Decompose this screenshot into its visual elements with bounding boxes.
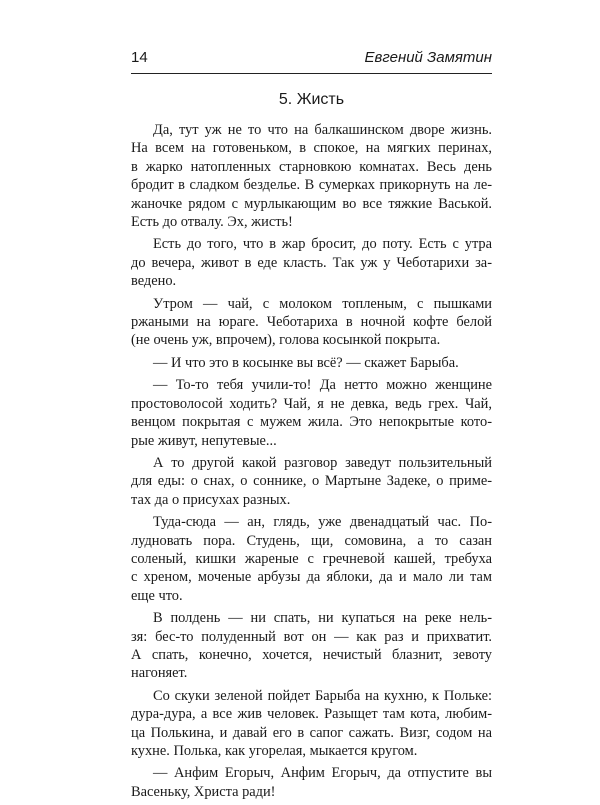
header-rule xyxy=(131,73,492,74)
text-line: Есть до того, что в жар бросит, до поту. Есть с утра xyxy=(153,236,492,253)
chapter-title: 5. Жисть xyxy=(278,91,345,108)
paragraph xyxy=(131,354,492,372)
text-line: Да, тут уж не то что на балкашинском дворе жизнь. xyxy=(153,122,492,138)
paragraph xyxy=(131,121,492,231)
text-line: венцом покрытая с мужем жила. Это непокрытые кото- xyxy=(131,414,492,431)
running-head-author: Евгений Замятин xyxy=(364,49,492,66)
text-line: соленый, кишки жареные с гречневой кашей, требуха xyxy=(131,550,492,567)
text-line: — То-то тебя учили-то! Да нетто можно женщине xyxy=(153,377,492,394)
body-text xyxy=(131,121,492,805)
text-line: с хреном, моченые арбузы да яблоки, да и мало ли там xyxy=(131,569,492,586)
text-line: Со скуки зеленой пойдет Барыба на кухню, к Польке: xyxy=(153,687,492,704)
text-line: Есть до отвалу. Эх, жисть! xyxy=(131,214,293,231)
text-line: бродит в сладком безделье. В сумерках прикорнуть на ле- xyxy=(131,177,492,194)
text-line: А спать, конечно, хочется, нечистый блазнит, зевоту xyxy=(131,646,492,663)
text-line: — И что это в косынке вы всё? — скажет Барыба. xyxy=(153,354,459,371)
text-line: нагоняет. xyxy=(131,665,188,682)
text-line: Васеньку, Христа ради! xyxy=(131,783,276,800)
text-line: Туда-сюда — ан, глядь, уже двенадцатый час. По- xyxy=(153,514,492,531)
text-line: тах да о присухах разных. xyxy=(131,491,291,508)
text-line: в жарко натопленных старновкою комнатах. Весь день xyxy=(131,158,492,175)
text-line: дура-дура, а все жив человек. Разыщет там кота, любим- xyxy=(131,706,492,723)
paragraph xyxy=(131,295,492,350)
text-line: Утром — чай, с молоком топленым, с пышками xyxy=(153,295,492,312)
text-line: простоволосой ходить? Чай, я не девка, ведь грех. Чай, xyxy=(131,395,492,412)
text-line: В полдень — ни спать, ни купаться на реке нель- xyxy=(153,610,492,627)
text-line: рые живут, непутевые... xyxy=(131,432,277,449)
paragraph xyxy=(131,235,492,290)
text-line: ржаными на юраге. Чеботариха в ночной кофте белой xyxy=(131,314,492,331)
text-line: до вечера, живот в еде класть. Так уж у Чеботарихи за- xyxy=(131,254,492,271)
text-line: (не очень уж, впрочем), голова косынкой покрыта. xyxy=(131,332,441,349)
paragraph xyxy=(131,764,492,801)
page-number: 14 xyxy=(131,49,148,66)
text-line: — Анфим Егорыч, Анфим Егорыч, да отпустите вы xyxy=(153,765,492,782)
text-line: На всем на готовеньком, в спокое, на мягких перинах, xyxy=(131,140,492,157)
text-line: жаночке рядом с мурлыкающим во все тяжкие Васькой. xyxy=(131,195,492,212)
text-line: лудновать пора. Студень, щи, сомовина, а то сазан xyxy=(131,532,492,549)
paragraph xyxy=(131,687,492,761)
paragraph xyxy=(131,376,492,450)
paragraph xyxy=(131,513,492,605)
text-line: зя: бес-то полуденный вот он — как раз и прихватит. xyxy=(131,628,492,645)
text-line: А то другой какой разговор заведут пользительный xyxy=(153,454,492,471)
text-line: для еды: о снах, о соннике, о Мартыне Задеке, о приме- xyxy=(131,473,492,490)
paragraph xyxy=(131,609,492,683)
text-line: ведено. xyxy=(131,273,177,290)
text-line: ца Полькина, и давай его в сапог сажать. Визг, содом на xyxy=(131,724,492,741)
text-line: еще что. xyxy=(131,587,183,604)
paragraph xyxy=(131,454,492,509)
text-line: кухне. Полька, как угорелая, мыкается кругом. xyxy=(131,743,418,759)
